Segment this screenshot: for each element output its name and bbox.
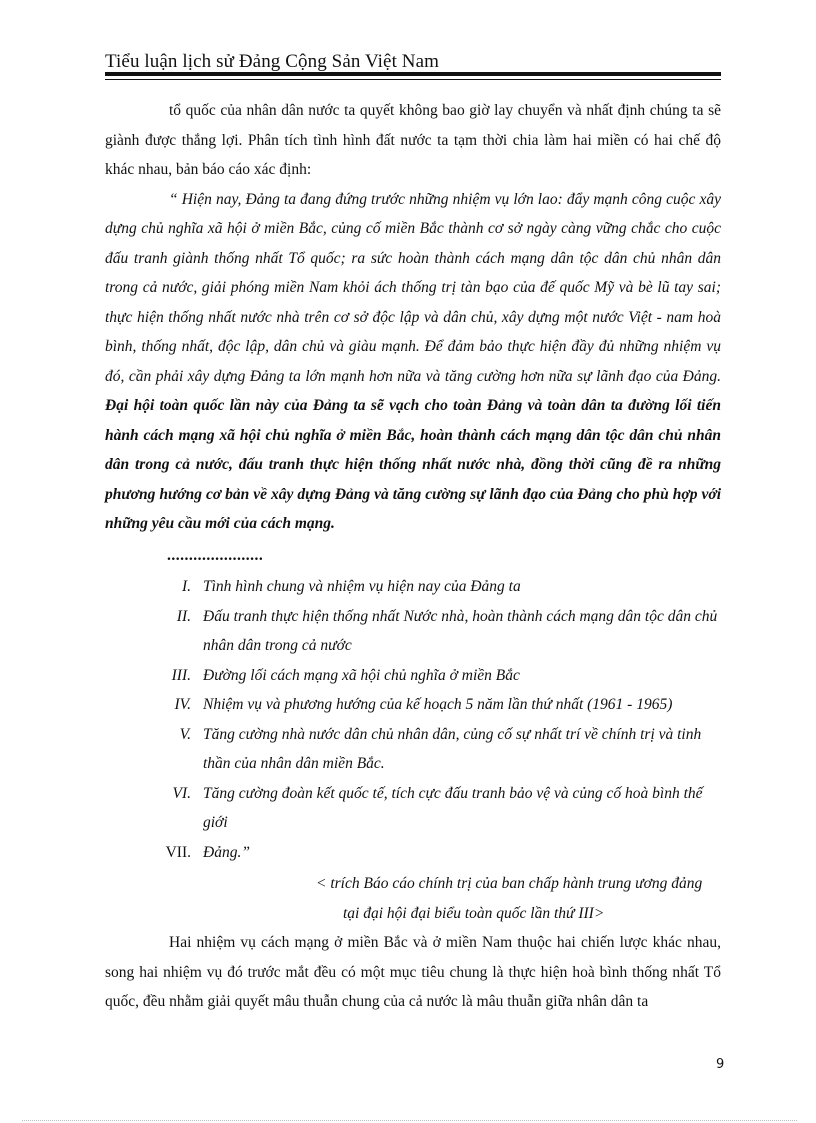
citation-line-2: tại đại hội đại biểu toàn quốc lần thứ III> <box>343 904 605 922</box>
document-header-title: Tiểu luận lịch sử Đảng Cộng Sản Việt Nam <box>105 51 440 72</box>
list-item-text: Nhiệm vụ và phương hướng của kế hoạch 5 năm lần thứ nhất (1961 - 1965) <box>203 696 673 713</box>
page-bottom-border <box>22 1120 797 1122</box>
list-item-number: V. <box>179 725 191 743</box>
list-item-number: III. <box>171 666 191 684</box>
ellipsis-separator: ...................... <box>167 546 264 564</box>
list-item-number: VII. <box>165 843 191 861</box>
paragraph-intro: tổ quốc của nhân dân nước ta quyết không bao giờ lay chuyển và nhất định chúng ta sẽ giành được thắng lợi. Phân tích tình hình đất nước ta tạm thời chia làm hai miền có hai chế độ khác nhau, bản báo cáo xác định: <box>105 102 721 178</box>
quote-italic-text: “ Hiện nay, Đảng ta đang đứng trước những nhiệm vụ lớn lao: đẩy mạnh công cuộc xây dựng chủ nghĩa xã hội ở miền Bắc, củng cố miền Bắc thành cơ sở ngày càng vững chắc cho cuộc đấu tranh giành thống nhất Tổ quốc; ra sức hoàn thành cách mạng dân tộc dân chủ nhân dân trong cả nước, giải phóng miền Nam khỏi ách thống trị tàn bạo của đế quốc Mỹ và bè lũ tay sai; thực hiện thống nhất nước nhà trên cơ sở độc lập và dân chủ, xây dựng một nước Việt - nam hoà bình, thống nhất, độc lập, dân chủ và giàu mạnh. Để đảm bảo thực hiện đầy đủ những nhiệm vụ đó, cần phải xây dựng Đảng ta lớn mạnh hơn nữa và tăng cường hơn nữa sự lãnh đạo của Đảng. <box>105 190 721 385</box>
list-item-number: IV. <box>174 696 191 713</box>
page-number: 9 <box>716 1057 725 1072</box>
paragraph-conclusion: Hai nhiệm vụ cách mạng ở miền Bắc và ở miền Nam thuộc hai chiến lược khác nhau, song hai nhiệm vụ đó trước mắt đều có một mục tiêu chung là thực hiện hoà bình thống nhất Tổ quốc, đều nhằm giải quyết mâu thuẫn chung của cả nước là mâu thuẫn giữa nhân dân ta <box>105 934 721 1010</box>
citation <box>105 869 721 928</box>
list-item <box>105 661 721 691</box>
list-item-number: VI. <box>172 784 191 802</box>
header-rule-thick <box>105 72 721 76</box>
list-item <box>105 690 721 720</box>
list-item <box>105 720 721 779</box>
list-item-number: II. <box>176 607 191 625</box>
list-item-text: Đấu tranh thực hiện thống nhất Nước nhà, hoàn thành cách mạng dân tộc dân chủ nhân dân trong cả nước <box>203 607 718 654</box>
list-item-text: Tăng cường đoàn kết quốc tế, tích cực đấu tranh bảo vệ và củng cố hoà bình thế giới <box>203 784 703 831</box>
report-outline-list <box>105 572 721 867</box>
list-item <box>105 838 721 868</box>
document-body <box>105 96 721 1017</box>
list-item-text: Đảng.” <box>203 843 250 861</box>
list-item <box>105 779 721 838</box>
list-item-text: Đường lối cách mạng xã hội chủ nghĩa ở miền Bắc <box>203 666 520 684</box>
list-item-number: I. <box>181 578 191 595</box>
list-item <box>105 602 721 661</box>
list-item <box>105 572 721 602</box>
quote-block <box>105 185 721 539</box>
citation-line-1: < trích Báo cáo chính trị của ban chấp hành trung ương đảng <box>316 875 703 892</box>
header-rule-thin <box>105 79 721 80</box>
list-item-text: Tăng cường nhà nước dân chủ nhân dân, củng cố sự nhất trí về chính trị và tinh thần của nhân dân miền Bắc. <box>203 725 702 772</box>
quote-bold-text: Đại hội toàn quốc lần này của Đảng ta sẽ vạch cho toàn Đảng và toàn dân ta đường lối tiến hành cách mạng xã hội chủ nghĩa ở miền Bắc, hoàn thành cách mạng dân tộc dân chủ nhân dân trong cả nước, đấu tranh thực hiện thống nhất nước nhà, đồng thời cũng đề ra những phương hướng cơ bản về xây dựng Đảng và tăng cường sự lãnh đạo của Đảng cho phù hợp với những yêu cầu mới của cách mạng. <box>105 397 721 532</box>
list-item-text: Tình hình chung và nhiệm vụ hiện nay của Đảng ta <box>203 578 521 595</box>
